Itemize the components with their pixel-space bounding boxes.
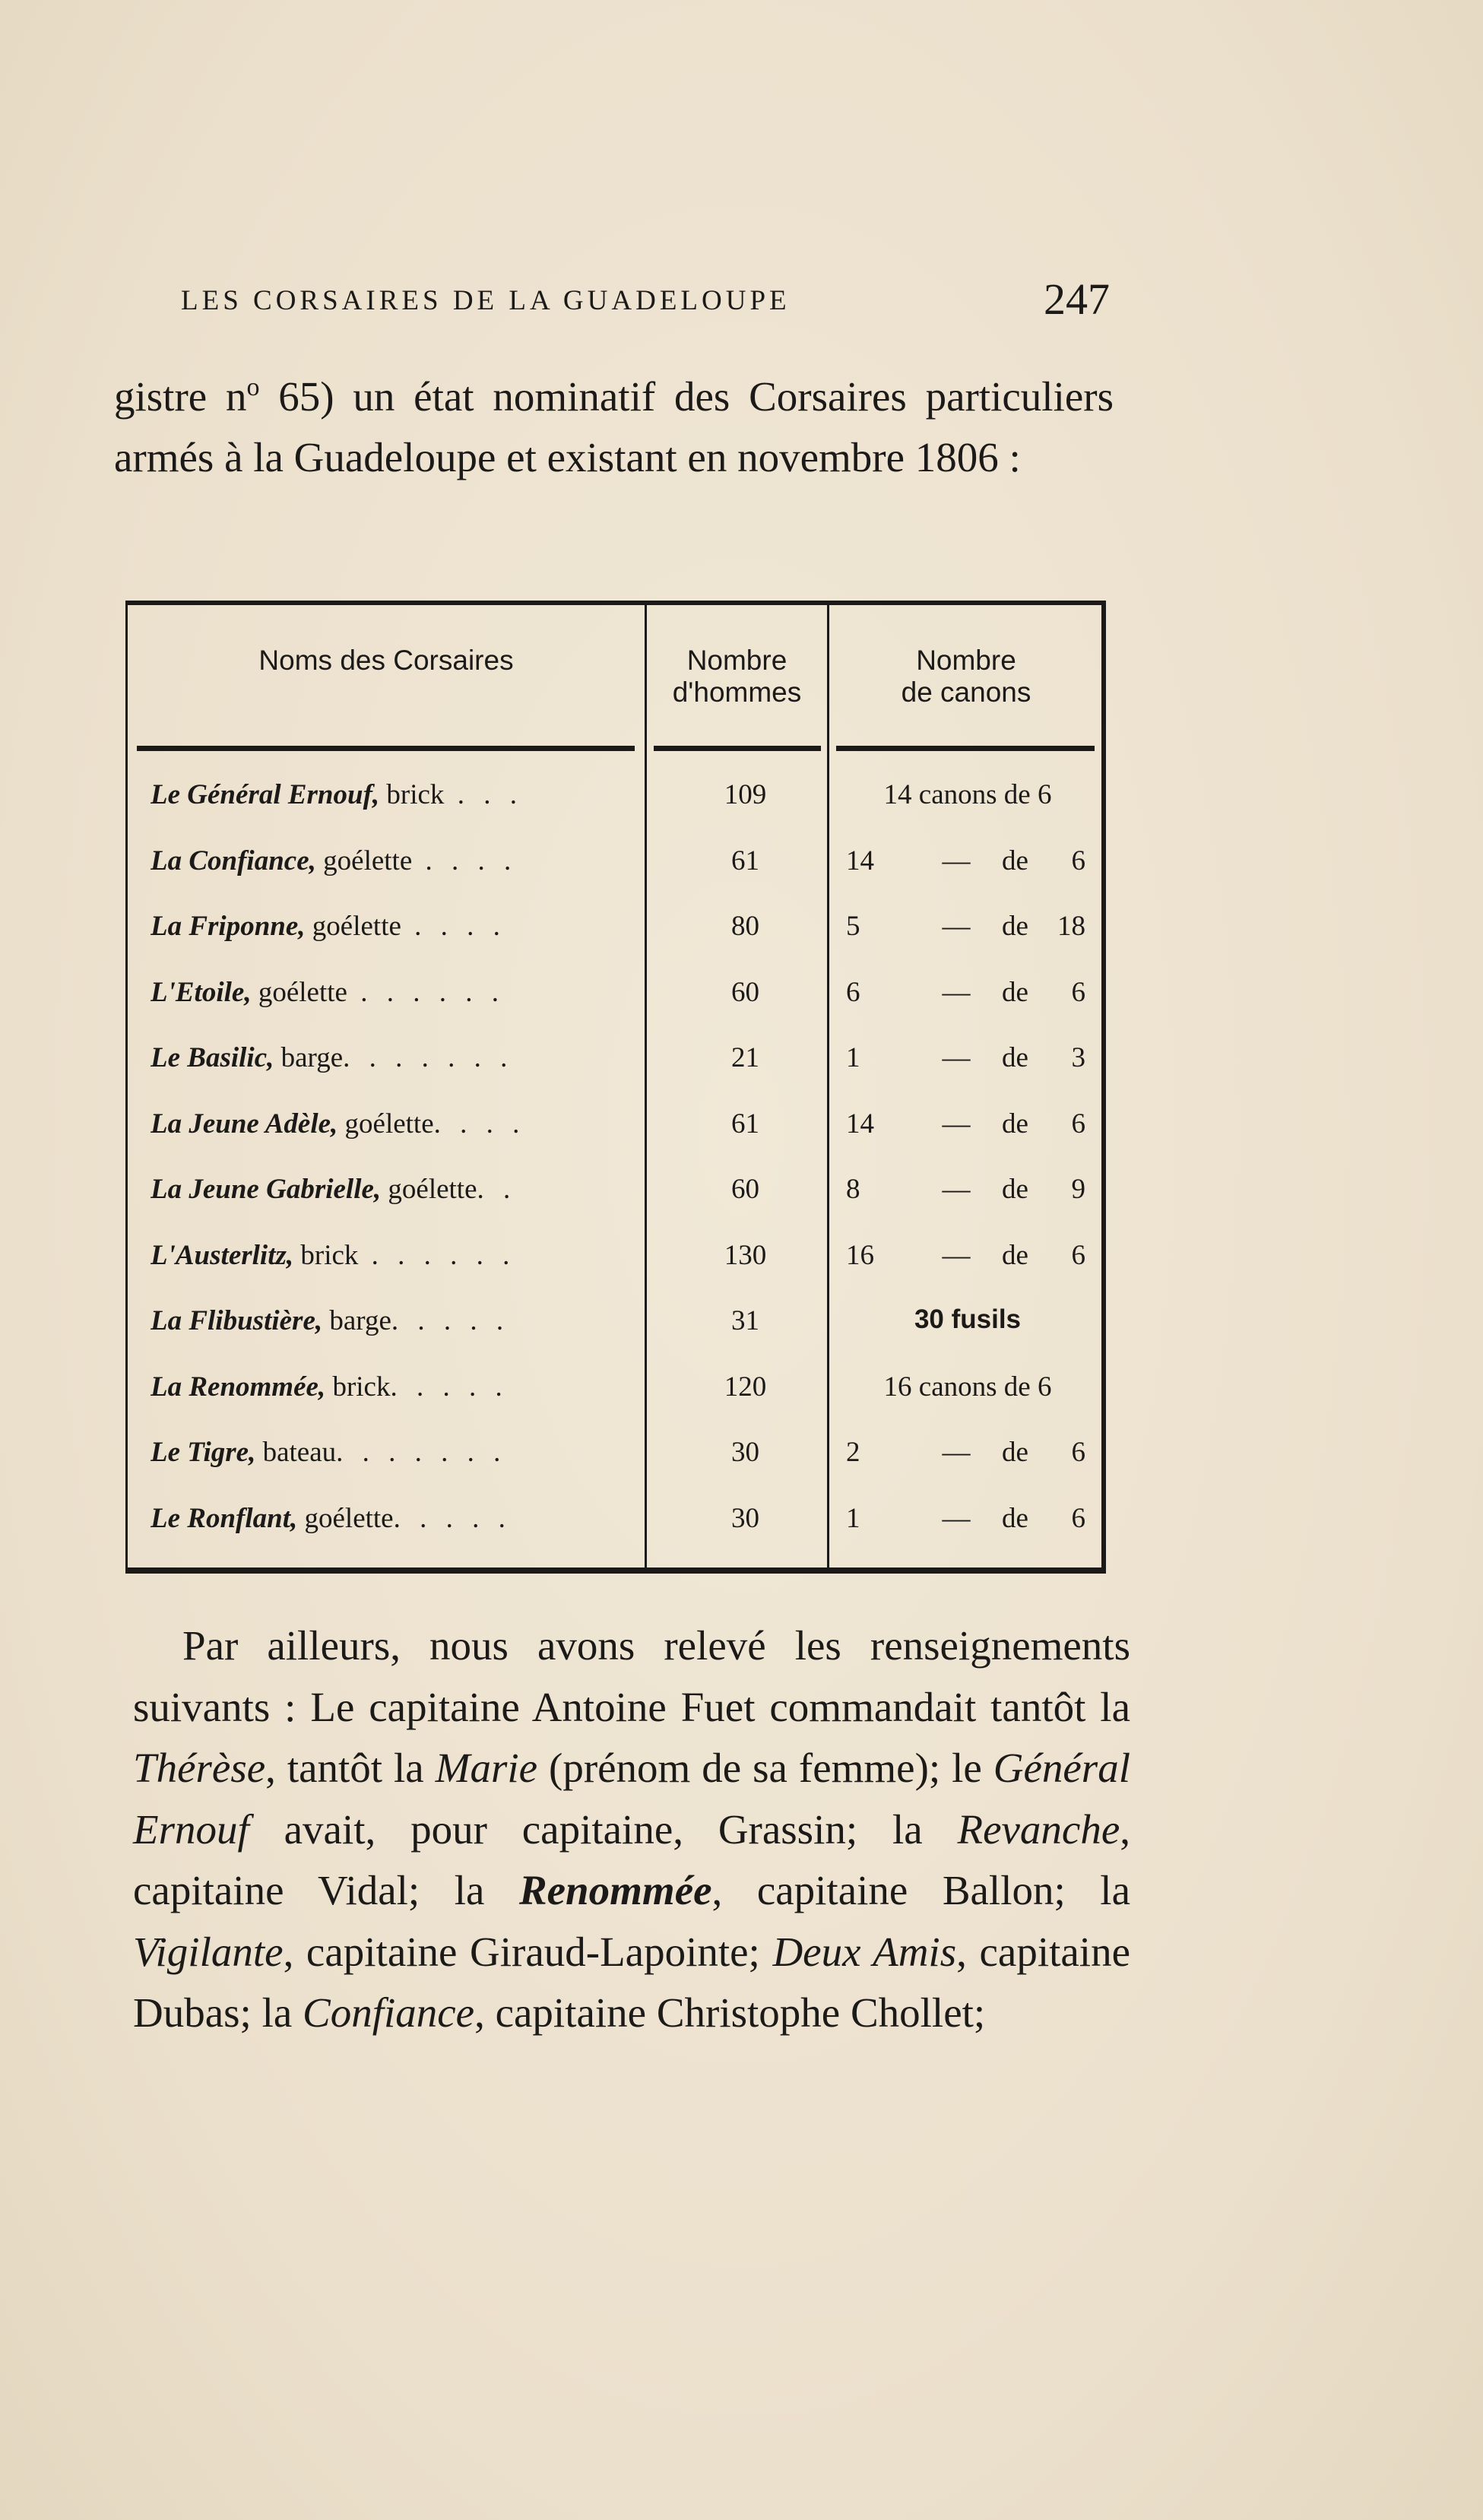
leader-dots: . . . . . bbox=[391, 1305, 510, 1336]
leader-dots: . . . . . . bbox=[358, 1239, 516, 1271]
ditto-dash: — bbox=[942, 911, 971, 942]
guns-caliber: 6 bbox=[1071, 1437, 1085, 1468]
guns-de: de bbox=[1002, 1042, 1028, 1073]
guns-count: 14 bbox=[846, 845, 874, 876]
table-row bbox=[128, 1028, 1108, 1093]
ditto-dash: — bbox=[942, 1174, 971, 1205]
cell-men: 30 bbox=[731, 1437, 759, 1468]
ship-general-ernouf: Général Ernouf bbox=[133, 1745, 1130, 1853]
guns-caliber: 18 bbox=[1057, 911, 1085, 942]
cell-men: 109 bbox=[724, 779, 767, 810]
guns-count: 2 bbox=[846, 1437, 860, 1468]
guns-caliber: 6 bbox=[1071, 1502, 1085, 1534]
intro-text-2: 65) un état nominatif des Corsaires particuliers armés à la Guadeloupe et existant en novembre 1806 : bbox=[114, 373, 1114, 480]
intro-text-1: gistre n bbox=[114, 373, 247, 420]
intro-paragraph bbox=[114, 357, 1114, 488]
ship-revanche: Revanche bbox=[957, 1805, 1120, 1853]
intro-superscript: o bbox=[246, 373, 260, 401]
table-row bbox=[128, 962, 1108, 1028]
ditto-dash: — bbox=[942, 1239, 971, 1271]
ship-type: brick bbox=[379, 779, 445, 810]
ship-type: goélette bbox=[381, 1174, 477, 1205]
ship-type: bateau bbox=[255, 1437, 337, 1468]
leader-dots: . . bbox=[477, 1174, 517, 1205]
ditto-dash: — bbox=[942, 1437, 971, 1468]
guns-count: 6 bbox=[846, 976, 860, 1008]
ship-name: Le Tigre, bbox=[151, 1437, 256, 1468]
ditto-dash: — bbox=[942, 1108, 971, 1140]
ship-name: L'Austerlitz, bbox=[151, 1239, 294, 1271]
guns-caliber: 6 bbox=[1071, 845, 1085, 876]
guns-count: 8 bbox=[846, 1174, 860, 1205]
table-row bbox=[128, 1159, 1108, 1225]
leader-dots: . . . . . . . bbox=[343, 1042, 514, 1073]
header-men: Nombre d'hommes bbox=[672, 645, 802, 708]
ditto-dash: — bbox=[942, 1502, 971, 1534]
leader-dots: . . . . . bbox=[390, 1371, 509, 1403]
cell-men: 31 bbox=[731, 1305, 759, 1336]
cell-men: 61 bbox=[731, 845, 759, 876]
guns-de: de bbox=[1002, 1239, 1028, 1271]
header-rule-1 bbox=[137, 746, 635, 751]
table-row bbox=[128, 1094, 1108, 1159]
guns-text: 30 fusils bbox=[914, 1304, 1022, 1334]
cell-men: 60 bbox=[731, 976, 759, 1008]
table-row bbox=[128, 1357, 1108, 1422]
ship-type: goélette bbox=[315, 845, 413, 876]
cell-men: 30 bbox=[731, 1502, 759, 1534]
guns-de: de bbox=[1002, 1437, 1028, 1468]
guns-count: 16 bbox=[846, 1239, 874, 1271]
ship-name: La Flibustière, bbox=[151, 1305, 323, 1336]
running-title: LES CORSAIRES DE LA GUADELOUPE bbox=[181, 285, 791, 316]
ship-type: brick bbox=[293, 1239, 359, 1271]
ship-name: L'Etoile, bbox=[151, 976, 252, 1008]
guns-caliber: 6 bbox=[1071, 976, 1085, 1008]
table-frame bbox=[125, 601, 1106, 1574]
ship-therese: Thérèse bbox=[133, 1745, 266, 1791]
leader-dots: . . . bbox=[444, 779, 523, 810]
guns-count: 1 bbox=[846, 1502, 860, 1534]
ship-name: La Friponne, bbox=[151, 911, 306, 942]
leader-dots: . . . . . . bbox=[347, 976, 505, 1008]
header-rule-2 bbox=[654, 746, 821, 751]
cell-men: 80 bbox=[731, 911, 759, 942]
leader-dots: . . . . bbox=[401, 911, 506, 942]
ditto-dash: — bbox=[942, 976, 971, 1008]
guns-caliber: 9 bbox=[1071, 1174, 1085, 1205]
table-row bbox=[128, 1488, 1108, 1554]
guns-de: de bbox=[1002, 845, 1028, 876]
body-paragraph: Par ailleurs, nous avons relevé les renseignements suivants : Le capitaine Antoine Fuet commandait tantôt la Thérèse, tantôt la Marie (prénom de sa femme); le Général Ernouf avait, pour capitaine, Grassin; la Revanche, capitaine Vidal; la Renommée, capitaine Ballon; la Vigilante, capitaine Giraud-Lapointe; Deux Amis, capitaine Dubas; la Confiance, capitaine Christophe Chollet; bbox=[133, 1622, 1130, 2036]
guns-de: de bbox=[1002, 911, 1028, 942]
table-row bbox=[128, 765, 1108, 830]
guns-de: de bbox=[1002, 1502, 1028, 1534]
guns-text: 16 canons de 6 bbox=[883, 1371, 1052, 1403]
cell-men: 120 bbox=[724, 1371, 767, 1403]
leader-dots: . . . . . bbox=[393, 1502, 512, 1534]
leader-dots: . . . . bbox=[412, 845, 518, 876]
ship-name: La Jeune Adèle, bbox=[151, 1108, 338, 1140]
ship-name: Le Ronflant, bbox=[151, 1502, 298, 1534]
ship-name: La Confiance, bbox=[151, 845, 316, 876]
guns-caliber: 3 bbox=[1071, 1042, 1085, 1073]
ship-marie: Marie bbox=[435, 1745, 538, 1791]
guns-de: de bbox=[1002, 1108, 1028, 1140]
header-rule-3 bbox=[836, 746, 1095, 751]
guns-caliber: 6 bbox=[1071, 1239, 1085, 1271]
guns-count: 14 bbox=[846, 1108, 874, 1140]
ship-renommee: Renommée bbox=[518, 1867, 712, 1913]
header-guns: Nombre de canons bbox=[901, 645, 1031, 708]
page-number: 247 bbox=[1044, 274, 1110, 324]
cell-men: 21 bbox=[731, 1042, 759, 1073]
ship-confiance: Confiance bbox=[303, 1989, 475, 2036]
ship-type: barge bbox=[274, 1042, 344, 1073]
table-row bbox=[128, 896, 1108, 962]
header-name: Noms des Corsaires bbox=[258, 645, 514, 676]
ship-vigilante: Vigilante bbox=[133, 1928, 284, 1975]
ship-name: La Renommée, bbox=[151, 1371, 326, 1403]
guns-count: 1 bbox=[846, 1042, 860, 1073]
guns-text: 14 canons de 6 bbox=[883, 779, 1052, 810]
leader-dots: . . . . bbox=[433, 1108, 526, 1140]
ship-type: goélette bbox=[305, 911, 401, 942]
table-row bbox=[128, 831, 1108, 896]
table-row bbox=[128, 1422, 1108, 1488]
ship-type: brick bbox=[325, 1371, 391, 1403]
leader-dots: . . . . . . . bbox=[336, 1437, 507, 1468]
table-row bbox=[128, 1225, 1108, 1291]
guns-de: de bbox=[1002, 976, 1028, 1008]
guns-count: 5 bbox=[846, 911, 860, 942]
ship-type: goélette bbox=[337, 1108, 434, 1140]
ship-type: goélette bbox=[251, 976, 347, 1008]
ship-name: Le Basilic, bbox=[151, 1042, 274, 1073]
table-row bbox=[128, 1291, 1108, 1356]
ditto-dash: — bbox=[942, 845, 971, 876]
running-head bbox=[181, 274, 1110, 327]
guns-caliber: 6 bbox=[1071, 1108, 1085, 1140]
ditto-dash: — bbox=[942, 1042, 971, 1073]
guns-de: de bbox=[1002, 1174, 1028, 1205]
ship-deux-amis: Deux Amis bbox=[772, 1928, 957, 1975]
ship-type: barge bbox=[322, 1305, 391, 1336]
ship-name: Le Général Ernouf, bbox=[151, 779, 380, 810]
cell-men: 130 bbox=[724, 1239, 767, 1271]
cell-men: 60 bbox=[731, 1174, 759, 1205]
corsairs-table bbox=[125, 601, 1114, 1581]
ship-type: goélette bbox=[297, 1502, 394, 1534]
ship-name: La Jeune Gabrielle, bbox=[151, 1174, 382, 1205]
cell-men: 61 bbox=[731, 1108, 759, 1140]
